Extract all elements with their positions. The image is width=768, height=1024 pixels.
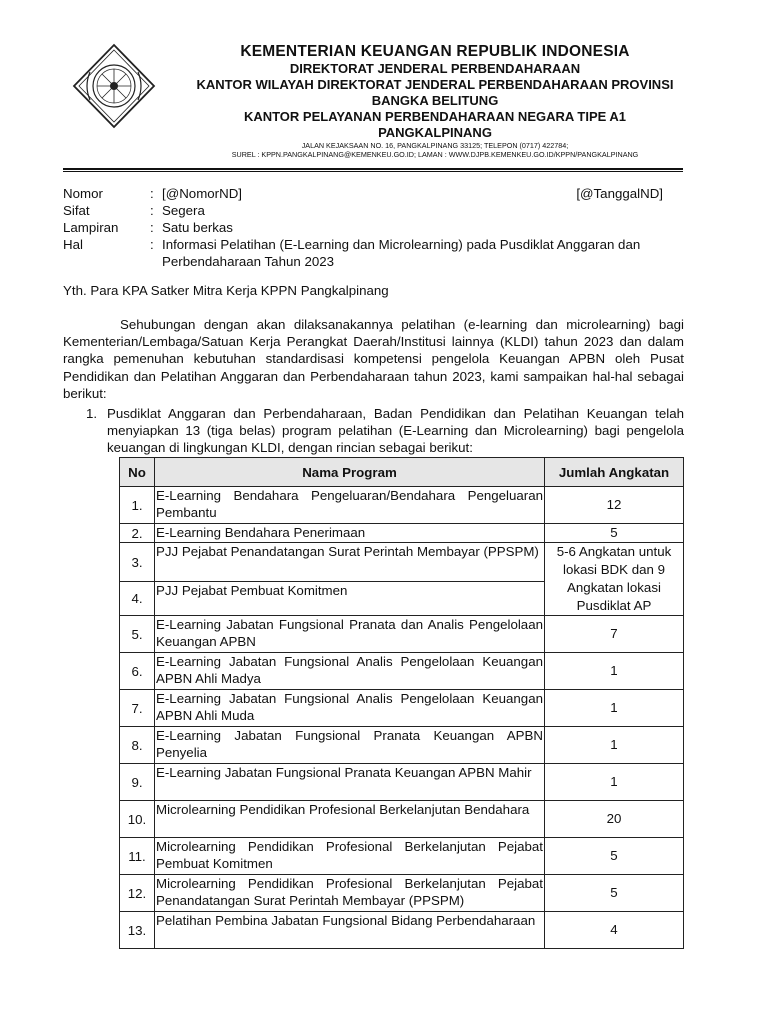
row-program: Microlearning Pendidikan Profesional Berkelanjutan Pejabat Pembuat Komitmen — [155, 838, 545, 875]
header-no: No — [120, 458, 155, 487]
sifat-value: Segera — [162, 203, 205, 218]
program-table — [119, 457, 684, 949]
row-count: 1 — [545, 690, 684, 727]
letter-meta — [63, 185, 683, 270]
table-row — [120, 875, 684, 912]
row-no: 11. — [120, 838, 155, 875]
colon: : — [150, 186, 154, 201]
nomor-value: [@NomorND] — [162, 186, 242, 201]
kemenkeu-logo — [70, 42, 158, 130]
row-no: 2. — [120, 524, 155, 543]
colon: : — [150, 203, 154, 218]
row-program: E-Learning Jabatan Fungsional Pranata dan Analis Pengelolaan Keuangan APBN — [155, 616, 545, 653]
row-count: 12 — [545, 487, 684, 524]
directorate-name: DIREKTORAT JENDERAL PERBENDAHARAAN — [289, 61, 581, 76]
hal-label: Hal — [63, 237, 83, 252]
table-row — [120, 838, 684, 875]
row-count: 1 — [545, 764, 684, 801]
regional-office-name: KANTOR WILAYAH DIREKTORAT JENDERAL PERBENDAHARAAN PROVINSI — [196, 77, 674, 92]
header-program: Nama Program — [155, 458, 545, 487]
table-row — [120, 616, 684, 653]
row-program: E-Learning Jabatan Fungsional Analis Pengelolaan Keuangan APBN Ahli Muda — [155, 690, 545, 727]
row-no: 13. — [120, 912, 155, 949]
table-row — [120, 764, 684, 801]
colon: : — [150, 237, 154, 252]
row-count: 5-6 Angkatan untuk lokasi BDK dan 9 Angkatan lokasi Pusdiklat AP — [545, 543, 684, 616]
row-program: E-Learning Jabatan Fungsional Pranata Keuangan APBN Mahir — [155, 764, 545, 801]
row-count: 20 — [545, 801, 684, 838]
point-1-text: Pusdiklat Anggaran dan Perbendaharaan, Badan Pendidikan dan Pelatihan Keuangan telah menyiapkan 13 (tiga belas) program pelatihan (E-Learning dan Microlearning) bagi pengelola keuangan di lingkungan KLDI, dengan rincian sebagai berikut: — [107, 406, 684, 456]
row-no: 9. — [120, 764, 155, 801]
row-count: 4 — [545, 912, 684, 949]
table-row — [120, 653, 684, 690]
meta-lampiran — [63, 219, 683, 236]
letter-date: [@TanggalND] — [576, 186, 663, 201]
row-program: PJJ Pejabat Penandatangan Surat Perintah Membayar (PPSPM) — [155, 543, 545, 582]
lampiran-label: Lampiran — [63, 220, 119, 235]
row-program: E-Learning Bendahara Penerimaan — [155, 524, 545, 543]
row-program: E-Learning Jabatan Fungsional Analis Pengelolaan Keuangan APBN Ahli Madya — [155, 653, 545, 690]
province-name: BANGKA BELITUNG — [371, 93, 499, 108]
office-name: KANTOR PELAYANAN PERBENDAHARAAN NEGARA TIPE A1 — [243, 109, 627, 124]
lampiran-value: Satu berkas — [162, 220, 233, 235]
colon: : — [150, 220, 154, 235]
hal-value: Informasi Pelatihan (E-Learning dan Microlearning) pada Pusdiklat Anggaran dan Perbendaharaan Tahun 2023 — [162, 237, 641, 269]
intro-paragraph: Sehubungan dengan akan dilaksanakannya pelatihan (e-learning dan microlearning) bagi Kementerian/Lembaga/Satuan Kerja Perangkat Daerah/Institusi lainnya (KLDI) tahun 2023 dan dalam rangka pemenuhan kebutuhan standardisasi kompetensi pengelola Keuangan APBN oleh Pusat Pendidikan dan Pelatihan Anggaran dan Perbendaharaan tahun 2023, kami sampaikan hal-hal sebagai berikut: — [63, 317, 684, 401]
nomor-label: Nomor — [63, 186, 103, 201]
meta-hal — [63, 236, 683, 270]
row-no: 1. — [120, 487, 155, 524]
sifat-label: Sifat — [63, 203, 90, 218]
row-no: 6. — [120, 653, 155, 690]
row-no: 5. — [120, 616, 155, 653]
table-header-row — [120, 458, 684, 487]
table-row — [120, 912, 684, 949]
row-count: 7 — [545, 616, 684, 653]
table-row — [120, 727, 684, 764]
row-program: E-Learning Jabatan Fungsional Pranata Keuangan APBN Penyelia — [155, 727, 545, 764]
city-name: PANGKALPINANG — [378, 125, 492, 140]
row-no: 3. — [120, 543, 155, 582]
table-row — [120, 690, 684, 727]
point-1-number: 1. — [86, 406, 98, 421]
header-count: Jumlah Angkatan — [545, 458, 684, 487]
row-program: Microlearning Pendidikan Profesional Berkelanjutan Bendahara — [155, 801, 545, 838]
row-no: 8. — [120, 727, 155, 764]
row-no: 4. — [120, 582, 155, 616]
row-no: 10. — [120, 801, 155, 838]
row-count: 5 — [545, 524, 684, 543]
row-program: PJJ Pejabat Pembuat Komitmen — [155, 582, 545, 616]
letterhead-divider-thin — [63, 171, 683, 172]
table-row — [120, 543, 684, 582]
table-row — [120, 487, 684, 524]
office-contact: SUREL : KPPN.PANGKALPINANG@KEMENKEU.GO.ID; LAMAN : WWW.DJPB.KEMENKEU.GO.ID/KPPN/PANGKALPINANG — [231, 150, 639, 159]
row-count: 1 — [545, 653, 684, 690]
letterhead — [160, 43, 710, 159]
row-count: 1 — [545, 727, 684, 764]
row-count: 5 — [545, 875, 684, 912]
addressee: Yth. Para KPA Satker Mitra Kerja KPPN Pangkalpinang — [63, 283, 389, 298]
table-row — [120, 801, 684, 838]
row-program: E-Learning Bendahara Pengeluaran/Bendahara Pengeluaran Pembantu — [155, 487, 545, 524]
row-program: Microlearning Pendidikan Profesional Berkelanjutan Pejabat Penandatangan Surat Perintah Membayar (PPSPM) — [155, 875, 545, 912]
office-address: JALAN KEJAKSAAN NO. 16, PANGKALPINANG 33125; TELEPON (0717) 422784; — [301, 141, 569, 150]
table-row — [120, 524, 684, 543]
letterhead-divider — [63, 168, 683, 170]
point-1 — [86, 405, 684, 457]
row-program: Pelatihan Pembina Jabatan Fungsional Bidang Perbendaharaan — [155, 912, 545, 949]
row-count: 5 — [545, 838, 684, 875]
row-no: 12. — [120, 875, 155, 912]
meta-sifat — [63, 202, 683, 219]
row-no: 7. — [120, 690, 155, 727]
ministry-name: KEMENTERIAN KEUANGAN REPUBLIK INDONESIA — [240, 43, 630, 60]
